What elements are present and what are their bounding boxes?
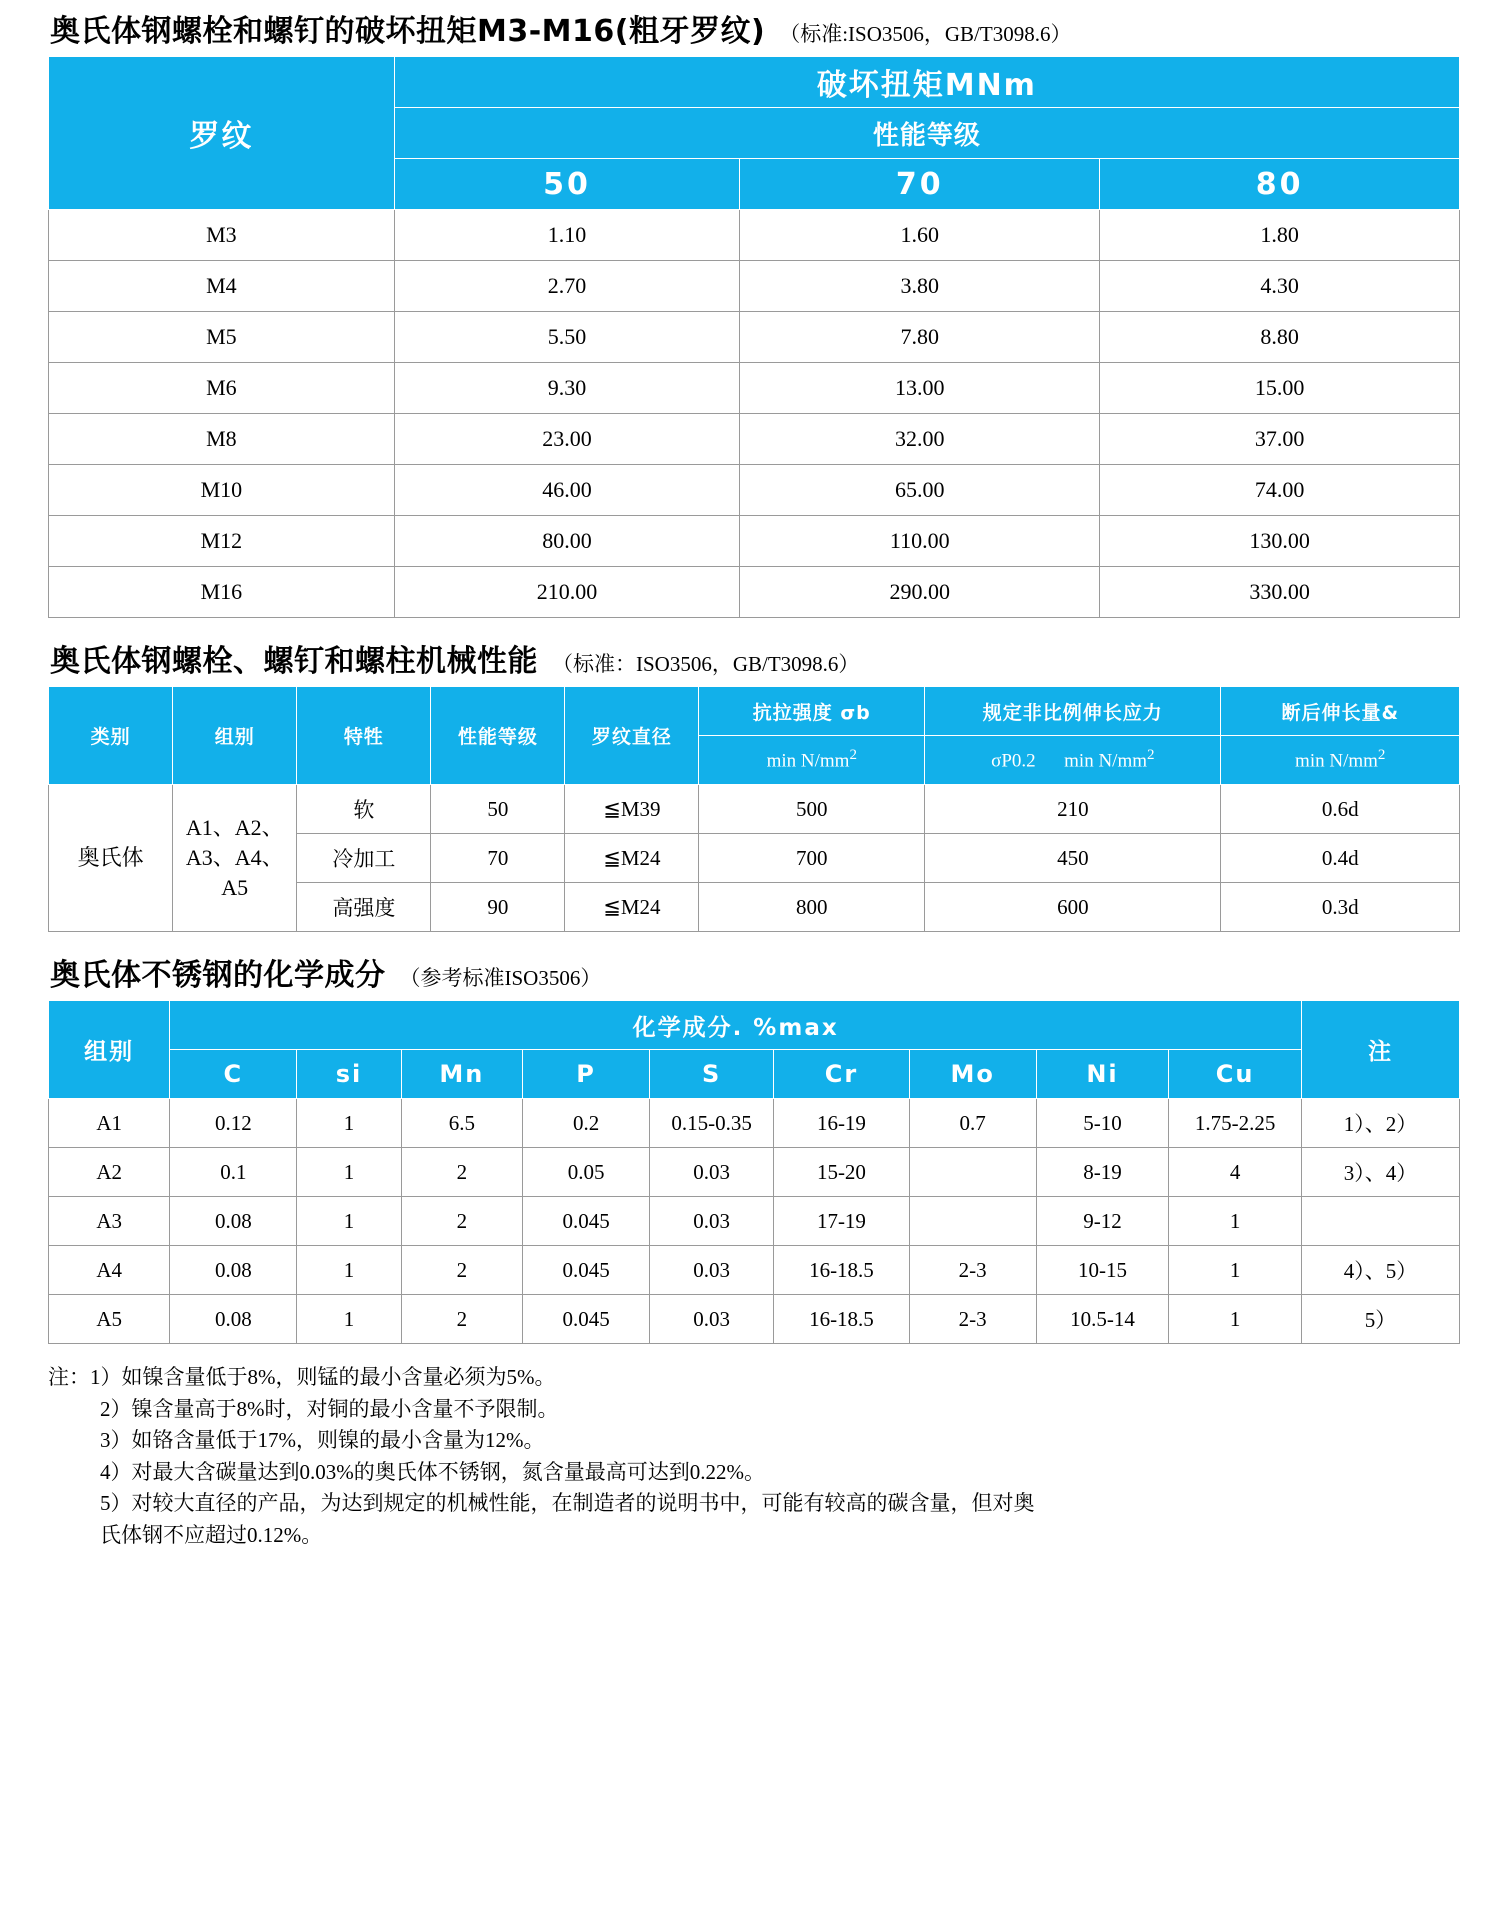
torque-cell: 290.00 [740, 567, 1100, 618]
chem-cell: 2 [401, 1197, 522, 1246]
mechanical-standard-text: （标准：ISO3506，GB/T3098.6） [552, 652, 860, 676]
chem-cell: 0.03 [650, 1246, 774, 1295]
chem-cell: 0.1 [170, 1148, 297, 1197]
chem-cell: 2 [401, 1246, 522, 1295]
chem-element-c: C [170, 1050, 297, 1099]
chem-cell: 0.045 [523, 1246, 650, 1295]
mech-proof-cell: 210 [925, 785, 1221, 834]
torque-thread-m5: M5 [49, 312, 395, 363]
mech-unit-proof-exp: 2 [1147, 747, 1155, 764]
mech-tensile-cell: 700 [699, 834, 925, 883]
torque-cell: 330.00 [1100, 567, 1460, 618]
footnote-number: 2） [100, 1396, 132, 1421]
mechanical-table [48, 686, 1460, 932]
torque-cell: 5.50 [394, 312, 740, 363]
mech-elongation-cell: 0.6d [1221, 785, 1460, 834]
chem-note-cell: 4）、5） [1301, 1246, 1459, 1295]
footnote-item [48, 1488, 1460, 1520]
chem-cell: 10.5-14 [1036, 1295, 1169, 1344]
chem-cell: 0.03 [650, 1197, 774, 1246]
torque-thread-m3: M3 [49, 210, 395, 261]
torque-thread-m10: M10 [49, 465, 395, 516]
mech-unit-tensile-exp: 2 [849, 747, 857, 764]
footnotes-lead: 注： [48, 1365, 90, 1389]
footnote-continuation [48, 1520, 1460, 1552]
footnote-number: 4） [100, 1459, 132, 1484]
chem-cell: 1 [297, 1148, 401, 1197]
table-row [49, 1050, 1460, 1099]
mech-group-value: A1、A2、A3、A4、A5 [173, 785, 297, 932]
chem-group-a3: A3 [49, 1197, 170, 1246]
chem-cell: 0.7 [909, 1099, 1036, 1148]
torque-standard-text: （标准:ISO3506，GB/T3098.6） [779, 22, 1072, 46]
mech-unit-tensile [699, 736, 925, 785]
chem-group-a4: A4 [49, 1246, 170, 1295]
mech-proof-cell: 600 [925, 883, 1221, 932]
chem-element-ni: Ni [1036, 1050, 1169, 1099]
chem-cell: 0.045 [523, 1197, 650, 1246]
torque-cell: 32.00 [740, 414, 1100, 465]
table-row [49, 1148, 1460, 1197]
torque-cell: 3.80 [740, 261, 1100, 312]
footnote-text: 如铬含量低于17%，则镍的最小含量为12%。 [131, 1428, 545, 1452]
chem-cell: 2 [401, 1295, 522, 1344]
chem-cell: 16-18.5 [774, 1295, 909, 1344]
torque-cell: 1.10 [394, 210, 740, 261]
table-row [49, 785, 1460, 834]
table-row [49, 1197, 1460, 1246]
mech-unit-elongation-exp: 2 [1377, 747, 1386, 764]
torque-header-torque: 破坏扭矩MNm [394, 57, 1459, 108]
torque-thread-m6: M6 [49, 363, 395, 414]
chem-cell: 1 [1169, 1197, 1302, 1246]
chem-cell: 8-19 [1036, 1148, 1169, 1197]
chem-cell: 0.03 [650, 1148, 774, 1197]
footnote-text: 对较大直径的产品，为达到规定的机械性能，在制造者的说明书中，可能有较高的碳含量，但对奥 [131, 1491, 1035, 1515]
torque-cell: 65.00 [740, 465, 1100, 516]
torque-header-thread: 罗纹 [49, 57, 395, 210]
mech-unit-elongation-text: min N/mm [1295, 750, 1378, 772]
chem-cell: 0.08 [170, 1246, 297, 1295]
chem-group-a5: A5 [49, 1295, 170, 1344]
table-row [49, 465, 1460, 516]
mech-feature-cell: 高强度 [297, 883, 431, 932]
table-row [49, 567, 1460, 618]
mechanical-title-text: 奥氏体钢螺栓、螺钉和螺柱机械性能 [50, 644, 538, 679]
chem-header-composition: 化学成分. %max [170, 1001, 1302, 1050]
footnote-continuation-text: 氏体钢不应超过0.12%。 [100, 1522, 323, 1547]
torque-grade-50: 50 [394, 159, 740, 210]
mech-header-proof: 规定非比例伸长应力 [925, 687, 1221, 736]
chem-cell: 2-3 [909, 1246, 1036, 1295]
chem-cell: 9-12 [1036, 1197, 1169, 1246]
chem-cell: 1.75-2.25 [1169, 1099, 1302, 1148]
footnote-item [48, 1394, 1460, 1426]
chem-note-cell: 1）、2） [1301, 1099, 1459, 1148]
torque-thread-m16: M16 [49, 567, 395, 618]
torque-cell: 74.00 [1100, 465, 1460, 516]
torque-grade-80: 80 [1100, 159, 1460, 210]
torque-grade-70: 70 [740, 159, 1100, 210]
chemistry-standard-text: （参考标准ISO3506） [399, 966, 602, 990]
chem-cell: 1 [297, 1099, 401, 1148]
table-row [49, 1099, 1460, 1148]
chem-cell [909, 1197, 1036, 1246]
table-row [49, 57, 1460, 108]
chem-cell: 1 [297, 1197, 401, 1246]
torque-cell: 210.00 [394, 567, 740, 618]
mech-grade-cell: 90 [431, 883, 565, 932]
torque-thread-m12: M12 [49, 516, 395, 567]
mech-diameter-cell: ≦M39 [565, 785, 699, 834]
mech-header-group: 组别 [173, 687, 297, 785]
torque-cell: 1.60 [740, 210, 1100, 261]
torque-cell: 110.00 [740, 516, 1100, 567]
chem-cell: 0.045 [523, 1295, 650, 1344]
torque-thread-m4: M4 [49, 261, 395, 312]
mech-header-elongation: 断后伸长量& [1221, 687, 1460, 736]
mech-elongation-cell: 0.3d [1221, 883, 1460, 932]
mechanical-section-title [50, 636, 1460, 680]
chem-cell: 16-18.5 [774, 1246, 909, 1295]
chemistry-section [48, 950, 1460, 1344]
footnote-number: 5） [100, 1491, 132, 1515]
torque-cell: 130.00 [1100, 516, 1460, 567]
mech-feature-cell: 软 [297, 785, 431, 834]
footnote-item [48, 1362, 1460, 1394]
table-row [49, 1246, 1460, 1295]
torque-cell: 37.00 [1100, 414, 1460, 465]
chem-cell: 1 [297, 1246, 401, 1295]
chem-element-si: si [297, 1050, 401, 1099]
mech-header-tensile: 抗拉强度 σb [699, 687, 925, 736]
mech-diameter-cell: ≦M24 [565, 883, 699, 932]
chem-cell: 0.12 [170, 1099, 297, 1148]
chem-cell: 6.5 [401, 1099, 522, 1148]
chem-cell: 16-19 [774, 1099, 909, 1148]
mech-proof-cell: 450 [925, 834, 1221, 883]
footnote-number: 1） [90, 1365, 122, 1389]
mech-header-feature: 特牲 [297, 687, 431, 785]
chem-note-cell: 3）、4） [1301, 1148, 1459, 1197]
chem-cell: 0.2 [523, 1099, 650, 1148]
chem-group-a2: A2 [49, 1148, 170, 1197]
chem-element-cu: Cu [1169, 1050, 1302, 1099]
table-row [49, 516, 1460, 567]
mech-diameter-cell: ≦M24 [565, 834, 699, 883]
table-row [49, 261, 1460, 312]
chem-cell: 4 [1169, 1148, 1302, 1197]
table-row [49, 210, 1460, 261]
chem-group-a1: A1 [49, 1099, 170, 1148]
table-row [49, 1001, 1460, 1050]
chem-cell: 0.15-0.35 [650, 1099, 774, 1148]
chemistry-section-title [50, 950, 1460, 994]
footnotes [48, 1362, 1460, 1551]
footnote-text: 如镍含量低于8%，则锰的最小含量必须为5%。 [121, 1365, 556, 1389]
table-row [49, 414, 1460, 465]
footnote-number: 3） [100, 1428, 132, 1452]
chem-element-mo: Mo [909, 1050, 1036, 1099]
chem-cell: 0.05 [523, 1148, 650, 1197]
torque-cell: 46.00 [394, 465, 740, 516]
table-row [49, 312, 1460, 363]
mechanical-section [48, 636, 1460, 932]
chem-cell: 10-15 [1036, 1246, 1169, 1295]
torque-cell: 9.30 [394, 363, 740, 414]
chem-element-p: P [523, 1050, 650, 1099]
chem-cell: 2-3 [909, 1295, 1036, 1344]
torque-cell: 2.70 [394, 261, 740, 312]
chem-cell: 2 [401, 1148, 522, 1197]
chem-cell: 0.08 [170, 1197, 297, 1246]
footnote-text: 镍含量高于8%时，对铜的最小含量不予限制。 [131, 1396, 559, 1421]
torque-section [48, 6, 1460, 618]
chemistry-table [48, 1000, 1460, 1344]
mech-feature-cell: 冷加工 [297, 834, 431, 883]
mech-unit-proof [925, 736, 1221, 785]
torque-cell: 13.00 [740, 363, 1100, 414]
chem-cell: 0.08 [170, 1295, 297, 1344]
torque-table [48, 56, 1460, 618]
mech-elongation-cell: 0.4d [1221, 834, 1460, 883]
footnote-text: 对最大含碳量达到0.03%的奥氏体不锈钢，氮含量最高可达到0.22%。 [131, 1459, 765, 1484]
footnote-item [48, 1457, 1460, 1489]
mech-header-grade: 性能等级 [431, 687, 565, 785]
torque-title-text: 奥氏体钢螺栓和螺钉的破坏扭矩M3-M16(粗牙罗纹) [50, 14, 766, 49]
torque-cell: 4.30 [1100, 261, 1460, 312]
table-row [49, 687, 1460, 736]
torque-cell: 15.00 [1100, 363, 1460, 414]
chem-cell: 15-20 [774, 1148, 909, 1197]
mech-unit-elongation [1221, 736, 1460, 785]
chem-element-mn: Mn [401, 1050, 522, 1099]
chem-header-group: 组别 [49, 1001, 170, 1099]
mech-unit-proof-symbol: σP0.2 [991, 750, 1036, 772]
mech-category-value: 奥氏体 [49, 785, 173, 932]
mech-unit-tensile-text: min N/mm [766, 750, 850, 772]
mech-tensile-cell: 500 [699, 785, 925, 834]
mech-tensile-cell: 800 [699, 883, 925, 932]
table-row [49, 1295, 1460, 1344]
chemistry-title-text: 奥氏体不锈钢的化学成分 [50, 958, 386, 993]
chem-note-cell: 5） [1301, 1295, 1459, 1344]
chem-header-note: 注 [1301, 1001, 1459, 1099]
torque-cell: 8.80 [1100, 312, 1460, 363]
torque-header-class: 性能等级 [394, 108, 1459, 159]
table-row [49, 363, 1460, 414]
torque-cell: 7.80 [740, 312, 1100, 363]
chem-cell: 5-10 [1036, 1099, 1169, 1148]
mech-grade-cell: 70 [431, 834, 565, 883]
torque-cell: 1.80 [1100, 210, 1460, 261]
mech-header-diameter: 罗纹直径 [565, 687, 699, 785]
chem-element-s: S [650, 1050, 774, 1099]
mech-grade-cell: 50 [431, 785, 565, 834]
chem-cell: 1 [297, 1295, 401, 1344]
chem-cell: 17-19 [774, 1197, 909, 1246]
chem-cell [909, 1148, 1036, 1197]
torque-thread-m8: M8 [49, 414, 395, 465]
torque-cell: 80.00 [394, 516, 740, 567]
footnote-item [48, 1425, 1460, 1457]
chem-cell: 0.03 [650, 1295, 774, 1344]
mech-header-category: 类别 [49, 687, 173, 785]
torque-section-title [50, 6, 1460, 50]
chem-note-cell [1301, 1197, 1459, 1246]
chem-cell: 1 [1169, 1246, 1302, 1295]
mech-unit-proof-text: min N/mm [1064, 750, 1148, 772]
chem-cell: 1 [1169, 1295, 1302, 1344]
chem-element-cr: Cr [774, 1050, 909, 1099]
torque-cell: 23.00 [394, 414, 740, 465]
